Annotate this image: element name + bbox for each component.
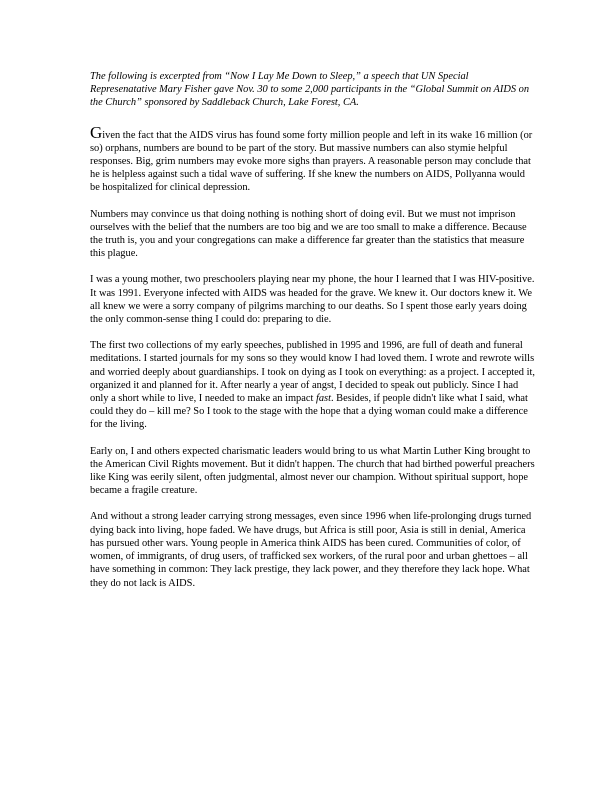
- paragraph-4-text-b: . Besides, if people didn't like what I said, what could they do – kill me? So I took to the stage with the hope that a dying woman could make a difference for the living.: [90, 393, 528, 431]
- paragraph-6: And without a strong leader carrying strong messages, even since 1996 when life-prolonging drugs turned dying back into living, hope faded. We have drugs, but Africa is still poor, Asia is still in denial, America has pursued other wars. Young people in America think AIDS has been cured. Communities of color, of women, of immigrants, of drug users, of trafficked sex workers, of the rural poor and urban ghettoes – all have something in common: They lack prestige, they lack power, and they therefore they lack hope. What they do not lack is AIDS.: [90, 511, 532, 589]
- paragraph-4: [90, 339, 535, 431]
- paragraph-4-text-a: The first two collections of my early speeches, published in 1995 and 1996, are full of death and funeral meditations. I started journals for my sons so they would know I had loved them. I wrote and rewrote wills and worried deeply about guardianships. I took on dying as I took on everything: as a project. I accepted it, organized it and planned for it. After nearly a year of angst, I decided to speak out publicly. Since I had only a short while to live, I needed to make an impact: [90, 340, 535, 405]
- intro-paragraph: The following is excerpted from “Now I Lay Me Down to Sleep,” a speech that UN Special Represenatative Mary Fisher gave Nov. 30 to some 2,000 participants in the “Global Summit on AIDS on the Church” sponsored by Saddleback Church, Lake Forest, CA.: [90, 71, 530, 109]
- document-page: [90, 70, 535, 603]
- paragraph-1: [90, 122, 535, 195]
- paragraph-4-emphasis: fast: [315, 393, 331, 405]
- paragraph-1-text: iven the fact that the AIDS virus has found some forty million people and left in its wake 16 million (or so) orphans, numbers are bound to be part of the story. But massive numbers can also stymie helpful responses. Big, grim numbers may evoke more sighs than prayers. A reasonable person may conclude that he is helpless against such a tidal wave of suffering. If she knew the numbers on AIDS, Pollyanna would be hospitalized for clinical depression.: [90, 129, 533, 194]
- paragraph-2: Numbers may convince us that doing nothing is nothing short of doing evil. But we must not imprison ourselves with the belief that the numbers are too big and we are too small to make a difference. Because the truth is, you and your congregations can make a difference far greater than the statistics that measure this plague.: [90, 208, 527, 260]
- paragraph-5: Early on, I and others expected charismatic leaders would bring to us what Martin Luther King brought to the American Civil Rights movement. But it didn't happen. The church that had birthed powerful preachers like King was eerily silent, often judgmental, almost never our champion. Without spiritual support, hope became a fragile creature.: [90, 445, 535, 497]
- drop-cap: G: [90, 122, 103, 142]
- paragraph-3: I was a young mother, two preschoolers playing near my phone, the hour I learned that I was HIV-positive. It was 1991. Everyone infected with AIDS was headed for the grave. We knew it. Our doctors knew it. We all knew we were a sorry company of pilgrims marching to our deaths. So I spent those early years doing the only common-sense thing I could do: preparing to die.: [90, 274, 535, 326]
